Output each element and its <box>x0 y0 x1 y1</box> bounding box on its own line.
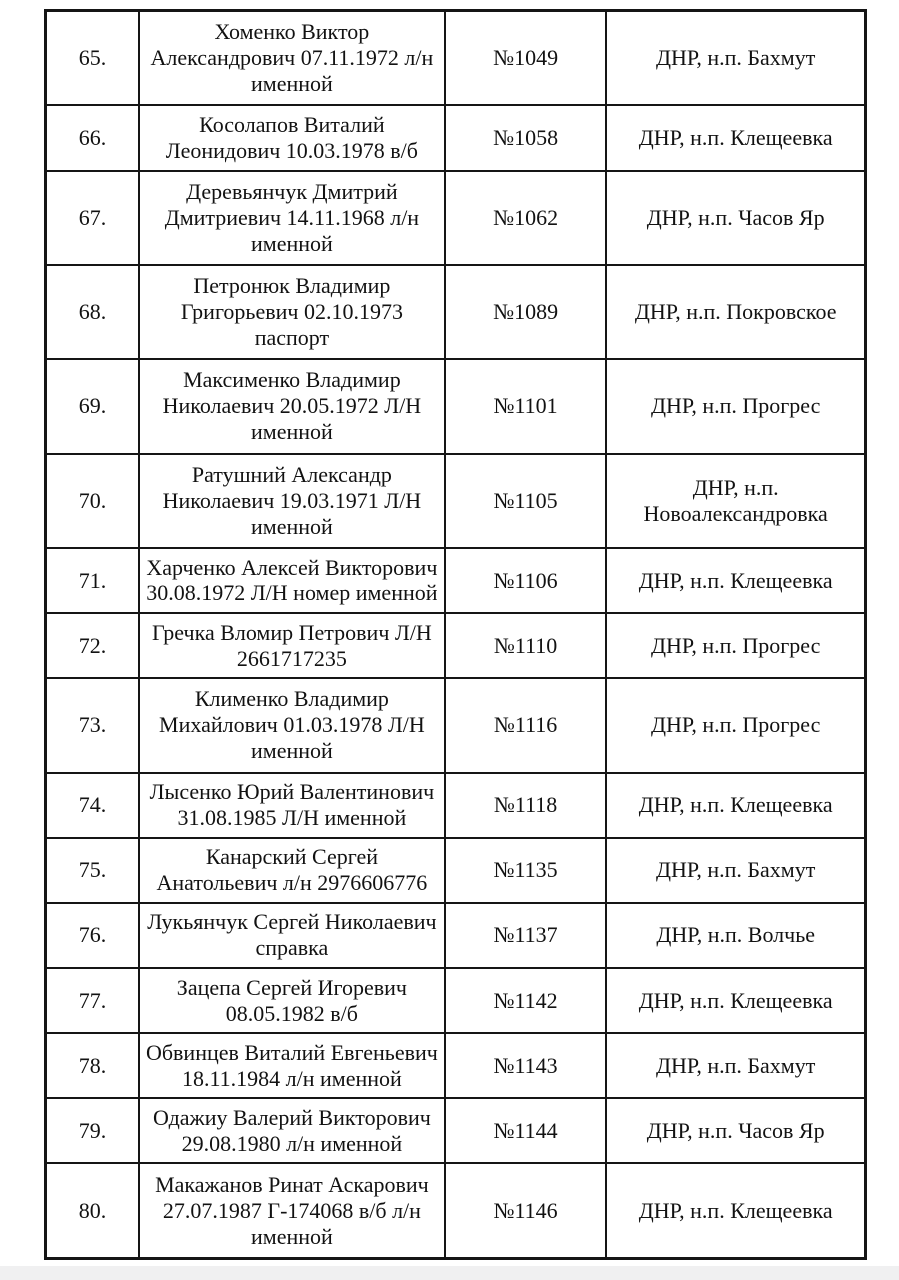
record-id-cell: №1137 <box>445 903 607 968</box>
table-row <box>46 1163 866 1258</box>
row-number-cell: 71. <box>46 548 139 613</box>
table-row <box>46 454 866 548</box>
location-cell: ДНР, н.п. Бахмут <box>606 1033 865 1098</box>
table-row <box>46 968 866 1033</box>
person-details-cell: Петронюк Владимир Григорьевич 02.10.1973 паспорт <box>139 265 445 359</box>
person-details-cell: Клименко Владимир Михайлович 01.03.1978 Л/Н именной <box>139 678 445 772</box>
person-details-cell: Одажиу Валерий Викторович 29.08.1980 л/н именной <box>139 1098 445 1163</box>
row-number-cell: 67. <box>46 171 139 265</box>
person-details-cell: Канарский Сергей Анатольевич л/н 2976606776 <box>139 838 445 903</box>
location-cell: ДНР, н.п. Клещеевка <box>606 105 865 170</box>
location-cell: ДНР, н.п. Часов Яр <box>606 1098 865 1163</box>
person-details-cell: Лысенко Юрий Валентинович 31.08.1985 Л/Н именной <box>139 773 445 838</box>
location-cell: ДНР, н.п. Клещеевка <box>606 548 865 613</box>
person-details-cell: Гречка Вломир Петрович Л/Н 2661717235 <box>139 613 445 678</box>
record-id-cell: №1143 <box>445 1033 607 1098</box>
record-id-cell: №1135 <box>445 838 607 903</box>
row-number-cell: 78. <box>46 1033 139 1098</box>
records-table <box>44 9 867 1260</box>
record-id-cell: №1116 <box>445 678 607 772</box>
table-row <box>46 265 866 359</box>
location-cell: ДНР, н.п. Новоалександровка <box>606 454 865 548</box>
location-cell: ДНР, н.п. Часов Яр <box>606 171 865 265</box>
table-row <box>46 903 866 968</box>
table-body <box>46 11 866 1259</box>
location-cell: ДНР, н.п. Клещеевка <box>606 773 865 838</box>
row-number-cell: 66. <box>46 105 139 170</box>
location-cell: ДНР, н.п. Бахмут <box>606 838 865 903</box>
location-cell: ДНР, н.п. Клещеевка <box>606 1163 865 1258</box>
table-row <box>46 1098 866 1163</box>
location-cell: ДНР, н.п. Клещеевка <box>606 968 865 1033</box>
location-cell: ДНР, н.п. Прогрес <box>606 678 865 772</box>
row-number-cell: 65. <box>46 11 139 106</box>
row-number-cell: 73. <box>46 678 139 772</box>
table-row <box>46 359 866 453</box>
person-details-cell: Ратушний Александр Николаевич 19.03.1971 Л/Н именной <box>139 454 445 548</box>
table-row <box>46 105 866 170</box>
record-id-cell: №1058 <box>445 105 607 170</box>
record-id-cell: №1062 <box>445 171 607 265</box>
record-id-cell: №1105 <box>445 454 607 548</box>
location-cell: ДНР, н.п. Прогрес <box>606 613 865 678</box>
row-number-cell: 72. <box>46 613 139 678</box>
person-details-cell: Косолапов Виталий Леонидович 10.03.1978 в/б <box>139 105 445 170</box>
row-number-cell: 80. <box>46 1163 139 1258</box>
person-details-cell: Хоменко Виктор Александрович 07.11.1972 л/н именной <box>139 11 445 106</box>
table-row <box>46 171 866 265</box>
row-number-cell: 76. <box>46 903 139 968</box>
person-details-cell: Макажанов Ринат Аскарович 27.07.1987 Г-174068 в/б л/н именной <box>139 1163 445 1258</box>
row-number-cell: 79. <box>46 1098 139 1163</box>
record-id-cell: №1144 <box>445 1098 607 1163</box>
table-row <box>46 678 866 772</box>
table-row <box>46 773 866 838</box>
record-id-cell: №1110 <box>445 613 607 678</box>
page-bottom-edge <box>0 1266 899 1280</box>
location-cell: ДНР, н.п. Бахмут <box>606 11 865 106</box>
person-details-cell: Харченко Алексей Викторович 30.08.1972 Л/Н номер именной <box>139 548 445 613</box>
table-row <box>46 613 866 678</box>
row-number-cell: 74. <box>46 773 139 838</box>
record-id-cell: №1049 <box>445 11 607 106</box>
row-number-cell: 69. <box>46 359 139 453</box>
person-details-cell: Максименко Владимир Николаевич 20.05.1972 Л/Н именной <box>139 359 445 453</box>
row-number-cell: 68. <box>46 265 139 359</box>
record-id-cell: №1146 <box>445 1163 607 1258</box>
table-row <box>46 838 866 903</box>
record-id-cell: №1106 <box>445 548 607 613</box>
record-id-cell: №1142 <box>445 968 607 1033</box>
record-id-cell: №1089 <box>445 265 607 359</box>
table-row <box>46 548 866 613</box>
person-details-cell: Зацепа Сергей Игоревич 08.05.1982 в/б <box>139 968 445 1033</box>
record-id-cell: №1101 <box>445 359 607 453</box>
person-details-cell: Деревьянчук Дмитрий Дмитриевич 14.11.1968 л/н именной <box>139 171 445 265</box>
row-number-cell: 70. <box>46 454 139 548</box>
location-cell: ДНР, н.п. Покровское <box>606 265 865 359</box>
table-row <box>46 11 866 106</box>
row-number-cell: 75. <box>46 838 139 903</box>
location-cell: ДНР, н.п. Волчье <box>606 903 865 968</box>
row-number-cell: 77. <box>46 968 139 1033</box>
location-cell: ДНР, н.п. Прогрес <box>606 359 865 453</box>
record-id-cell: №1118 <box>445 773 607 838</box>
person-details-cell: Лукьянчук Сергей Николаевич справка <box>139 903 445 968</box>
table-row <box>46 1033 866 1098</box>
person-details-cell: Обвинцев Виталий Евгеньевич 18.11.1984 л/н именной <box>139 1033 445 1098</box>
